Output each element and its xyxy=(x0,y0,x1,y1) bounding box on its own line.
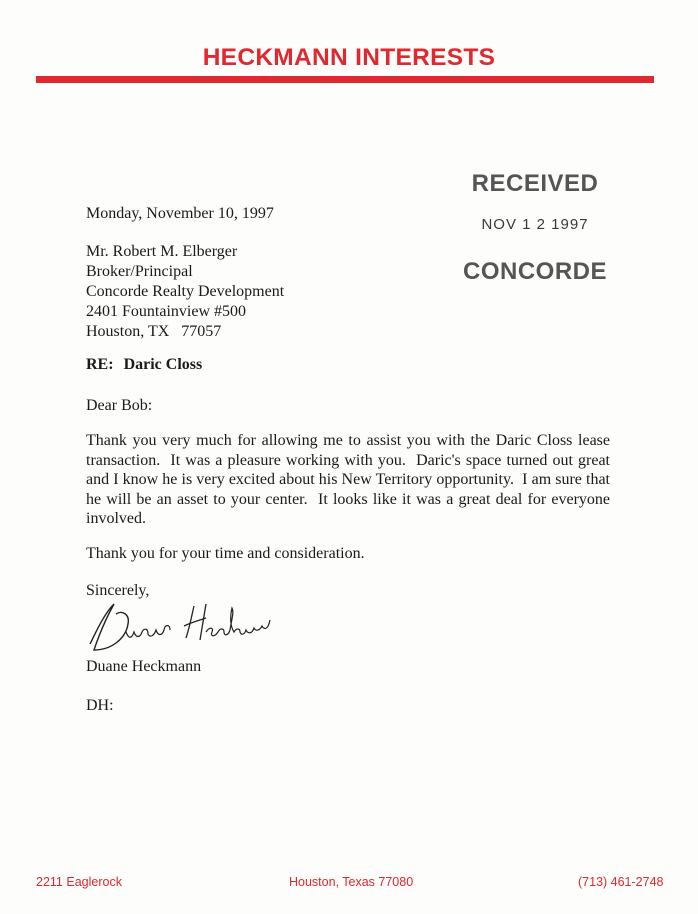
letter-date: Monday, November 10, 1997 xyxy=(86,205,274,222)
handwritten-signature xyxy=(82,592,282,662)
recipient-title: Broker/Principal xyxy=(86,263,193,280)
recipient-city: Houston, TX 77057 xyxy=(86,323,222,340)
recipient-name: Mr. Robert M. Elberger xyxy=(86,243,238,260)
re-label: RE: xyxy=(86,356,114,373)
thanks-line: Thank you for your time and consideration. xyxy=(86,545,365,562)
received-stamp: RECEIVED xyxy=(471,170,599,197)
re-subject: Daric Closs xyxy=(123,356,203,373)
salutation: Dear Bob: xyxy=(86,397,153,414)
closing: Sincerely, xyxy=(86,582,150,599)
footer-phone: (713) 461-2748 xyxy=(578,875,664,889)
letter-body: Thank you very much for allowing me to assist you with the Daric Closs lease transaction. It was a pleasure working with you. Daric's space turned out great and I know he is very excited about his New Territory opportunity. I am sure that he will be an asset to your center. It looks like it was a great deal for everyone involved. xyxy=(86,432,614,527)
recipient-address xyxy=(86,242,284,342)
recipient-street: 2401 Fountainview #500 xyxy=(86,303,246,320)
subject-line xyxy=(86,355,202,375)
signer-name: Duane Heckmann xyxy=(86,658,202,675)
letterhead-rule xyxy=(36,76,654,83)
footer-city: Houston, Texas 77080 xyxy=(289,875,414,889)
received-stamp-company: CONCORDE xyxy=(462,258,607,285)
company-name: HECKMANN INTERESTS xyxy=(202,44,496,71)
typist-initials: DH: xyxy=(86,697,114,714)
footer-address: 2211 Eaglerock xyxy=(36,875,122,889)
received-stamp-date: NOV 1 2 1997 xyxy=(481,216,589,233)
recipient-company: Concorde Realty Development xyxy=(86,283,285,300)
